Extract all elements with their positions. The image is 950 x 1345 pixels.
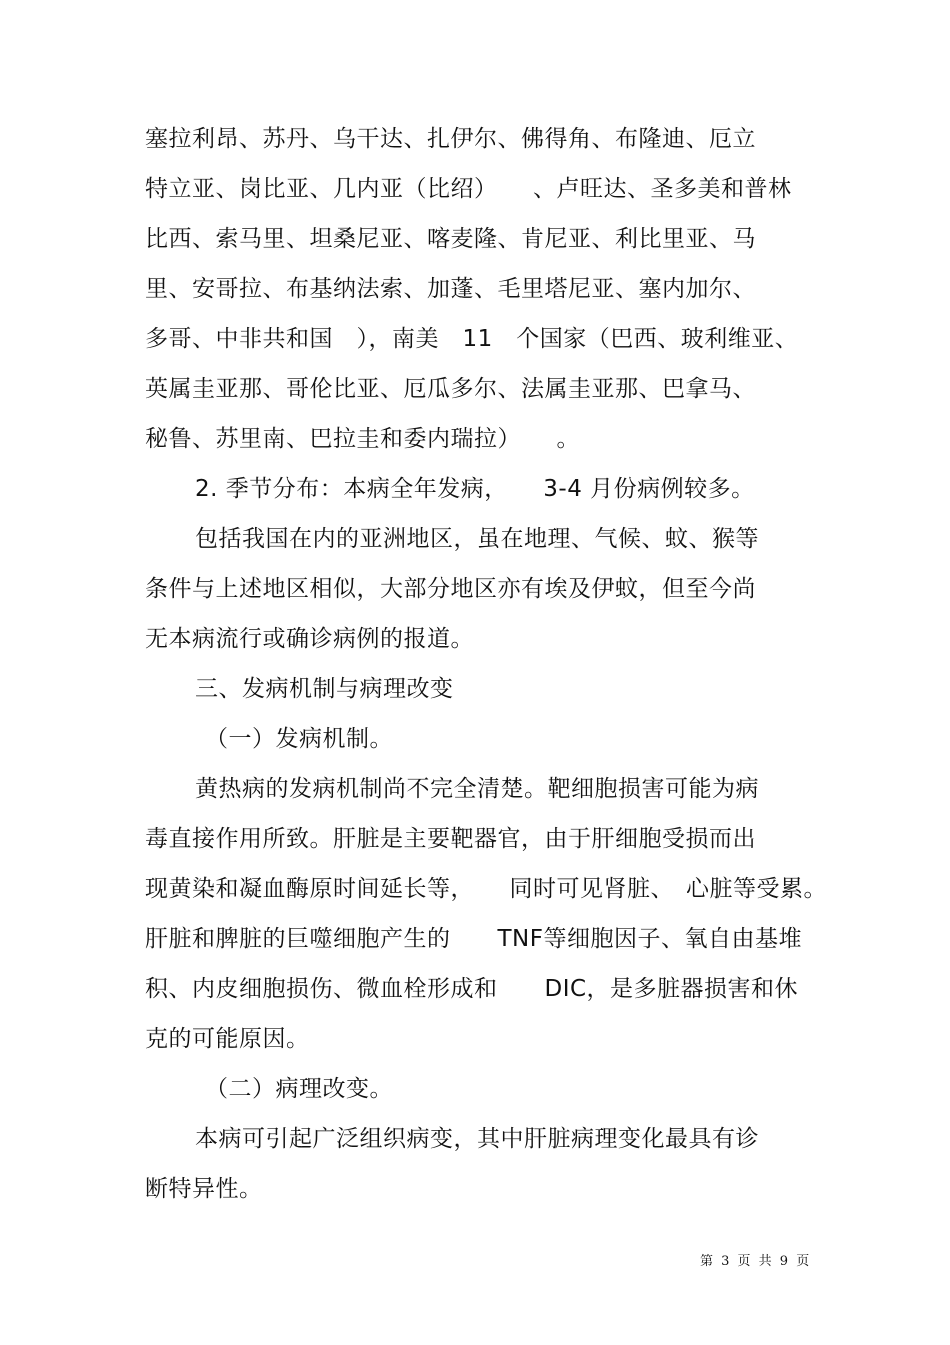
subsection-heading: （二）病理改变。 <box>205 1076 393 1102</box>
section-heading: 2. 季节分布：本病全年发病， 3-4 月份病例较多。 <box>195 476 755 502</box>
section-heading: 三、发病机制与病理改变 <box>195 676 454 702</box>
subsection-heading: （一）发病机制。 <box>205 726 393 752</box>
page-number-footer: 第 3 页 共 9 页 <box>700 1254 812 1269</box>
text-line: 条件与上述地区相似，大部分地区亦有埃及伊蚊，但至今尚 <box>145 576 756 602</box>
text-line: 现黄染和凝血酶原时间延长等， 同时可见肾脏、 心脏等受累。 <box>145 876 827 902</box>
text-line: 克的可能原因。 <box>145 1026 310 1052</box>
text-line: 里、安哥拉、布基纳法索、加蓬、毛里塔尼亚、塞内加尔、 <box>145 276 756 302</box>
text-line: 比西、索马里、坦桑尼亚、喀麦隆、肯尼亚、利比里亚、马 <box>145 226 756 252</box>
text-line: 秘鲁、苏里南、巴拉圭和委内瑞拉） 。 <box>145 426 580 452</box>
text-line: 英属圭亚那、哥伦比亚、厄瓜多尔、法属圭亚那、巴拿马、 <box>145 376 756 402</box>
text-line: 无本病流行或确诊病例的报道。 <box>145 626 474 652</box>
paragraph-start: 本病可引起广泛组织病变，其中肝脏病理变化最具有诊 <box>195 1126 759 1152</box>
text-line: 特立亚、岗比亚、几内亚（比绍） 、卢旺达、圣多美和普林 <box>145 176 792 202</box>
text-line: 塞拉利昂、苏丹、乌干达、扎伊尔、佛得角、布隆迪、厄立 <box>145 126 756 152</box>
text-line: 多哥、中非共和国 ），南美 11 个国家（巴西、玻利维亚、 <box>145 326 799 352</box>
paragraph-start: 包括我国在内的亚洲地区，虽在地理、气候、蚊、猴等 <box>195 526 759 552</box>
text-line: 毒直接作用所致。肝脏是主要靶器官，由于肝细胞受损而出 <box>145 826 756 852</box>
paragraph-start: 黄热病的发病机制尚不完全清楚。靶细胞损害可能为病 <box>195 776 759 802</box>
text-line: 积、内皮细胞损伤、微血栓形成和 DIC，是多脏器损害和休 <box>145 976 799 1002</box>
text-line: 断特异性。 <box>145 1176 263 1202</box>
text-line: 肝脏和脾脏的巨噬细胞产生的 TNF等细胞因子、氧自由基堆 <box>145 926 802 952</box>
